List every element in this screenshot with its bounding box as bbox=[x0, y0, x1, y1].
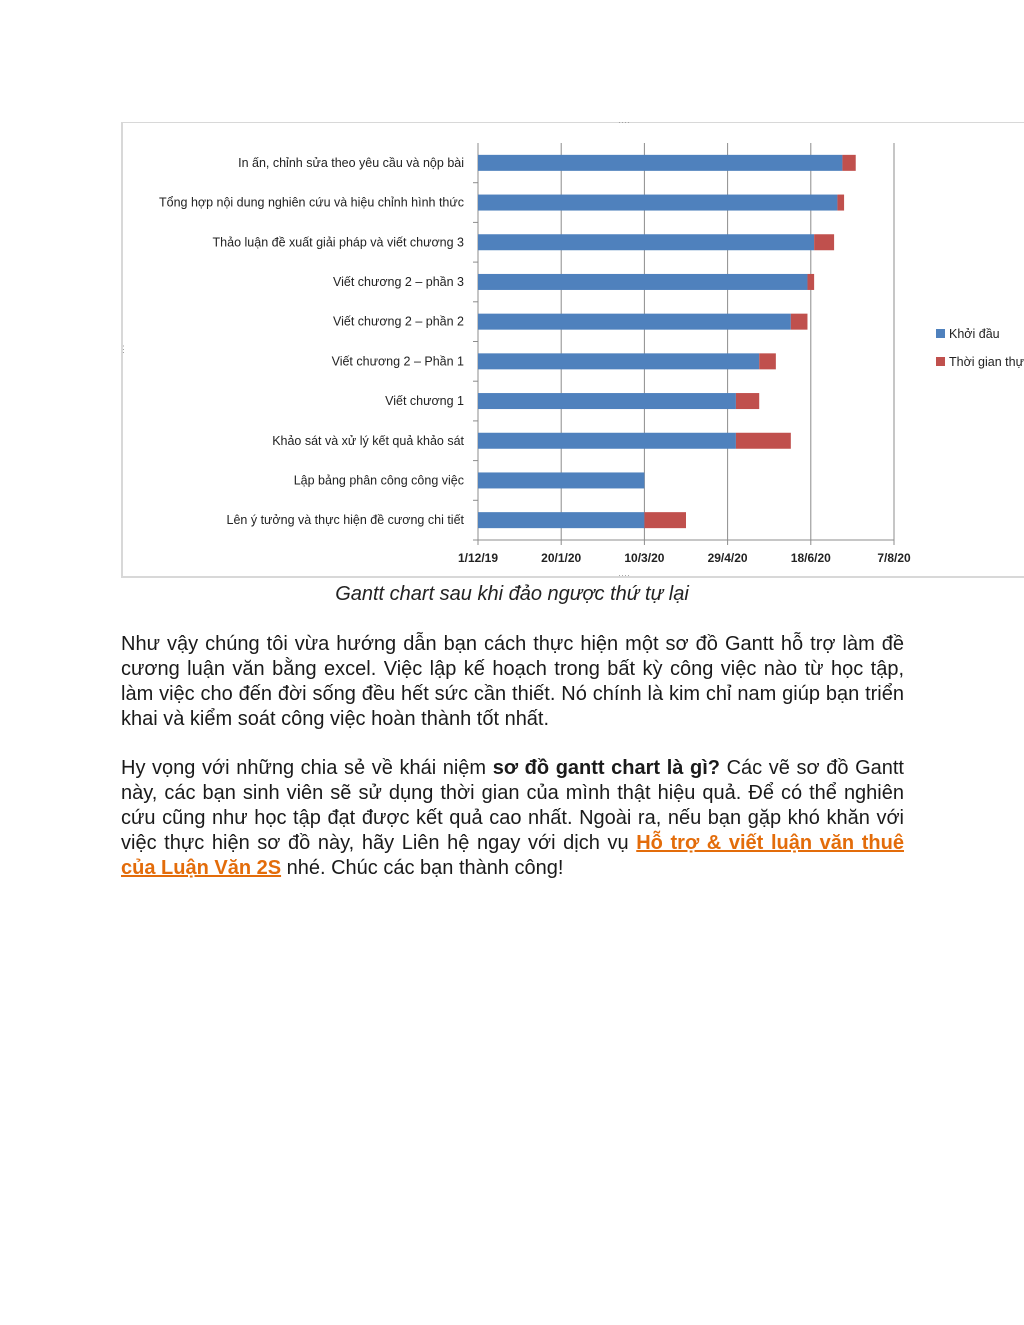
bar-start bbox=[478, 274, 807, 290]
x-tick-label: 1/12/19 bbox=[457, 551, 499, 565]
paragraph-summary: Như vậy chúng tôi vừa hướng dẫn bạn cách thực hiện một sơ đồ Gantt hỗ trợ làm đề cương luận văn bằng excel. Việc lập kế hoạch trong bất kỳ công việc nào từ học tập, làm việc cho đến đời sống đều hết sức cần thiết. Nó chính là kim chỉ nam giúp bạn triển khai và kiểm soát công việc hoàn thành tốt nhất. bbox=[121, 633, 904, 730]
bar-duration bbox=[842, 155, 855, 171]
closing-intro-text: Hy vọng với những chia sẻ về khái niệm bbox=[121, 757, 493, 779]
bar-duration bbox=[736, 433, 791, 449]
category-label: Viết chương 2 – Phần 1 bbox=[331, 354, 464, 369]
bar-start bbox=[478, 353, 759, 369]
x-tick-label: 10/3/20 bbox=[624, 551, 665, 565]
bold-term: sơ đồ gantt chart là gì? bbox=[492, 757, 720, 779]
bar-start bbox=[478, 155, 842, 171]
bar-start bbox=[478, 512, 644, 528]
chart-caption: Gantt chart sau khi đảo ngược thứ tự lại bbox=[335, 583, 689, 605]
bar-duration bbox=[791, 314, 808, 330]
chart-frame bbox=[119, 117, 1024, 580]
closing-end-text: nhé. Chúc các bạn thành công! bbox=[281, 857, 564, 879]
x-tick-label: 20/1/20 bbox=[541, 551, 582, 565]
bar-duration bbox=[807, 274, 814, 290]
bar-duration bbox=[644, 512, 686, 528]
legend-label: Khởi đầu bbox=[949, 327, 1000, 341]
legend-swatch bbox=[936, 329, 945, 338]
x-tick-label: 18/6/20 bbox=[790, 551, 831, 565]
bar-duration bbox=[759, 353, 776, 369]
resize-handle-left[interactable]: ⋮ bbox=[119, 344, 128, 354]
resize-handle-bottom[interactable]: ···· bbox=[618, 570, 630, 580]
category-label: Lập bảng phân công công việc bbox=[293, 473, 464, 488]
bar-duration bbox=[736, 393, 759, 409]
closing-middle-text: Các vẽ sơ đồ Gantt này, các bạn sinh viên sẽ sử dụng thời gian của mình thật hiệu quả. Để có thể nghiên cứu cũng như học tập đạt được kết quả cao nhất. Ngoài ra, nếu bạn gặp khó khăn với việc thực hiện sơ đồ này, hãy Liên hệ ngay với dịch vụ bbox=[121, 757, 904, 854]
legend-label: Thời gian thự bbox=[949, 355, 1024, 369]
category-label: In ấn, chỉnh sửa theo yêu cầu và nộp bài bbox=[238, 155, 464, 170]
category-label: Lên ý tưởng và thực hiện đề cương chi tiết bbox=[226, 513, 464, 528]
x-tick-label: 29/4/20 bbox=[707, 551, 748, 565]
category-label: Tổng hợp nội dung nghiên cứu và hiệu chỉnh hình thức bbox=[158, 195, 464, 210]
bar-start bbox=[478, 393, 736, 409]
bar-start bbox=[478, 195, 837, 211]
bar-start bbox=[478, 472, 644, 488]
legend-swatch bbox=[936, 357, 945, 366]
category-label: Viết chương 1 bbox=[385, 394, 464, 409]
bar-duration bbox=[837, 195, 844, 211]
category-label: Thảo luận đề xuất giải pháp và viết chương 3 bbox=[212, 235, 464, 250]
bar-start bbox=[478, 433, 736, 449]
bar-start bbox=[478, 234, 814, 250]
x-tick-label: 7/8/20 bbox=[877, 551, 911, 565]
category-label: Viết chương 2 – phần 2 bbox=[332, 314, 464, 329]
category-label: Khảo sát và xử lý kết quả khảo sát bbox=[272, 433, 464, 448]
bar-start bbox=[478, 314, 791, 330]
bar-duration bbox=[814, 234, 834, 250]
category-label: Viết chương 2 – phần 3 bbox=[332, 274, 464, 289]
paragraph-closing bbox=[121, 756, 904, 881]
gantt-chart bbox=[123, 123, 1024, 579]
service-link[interactable]: Hỗ trợ & viết luận văn thuê của Luận Văn 2S bbox=[121, 832, 904, 879]
resize-handle-top[interactable]: ···· bbox=[618, 117, 630, 127]
